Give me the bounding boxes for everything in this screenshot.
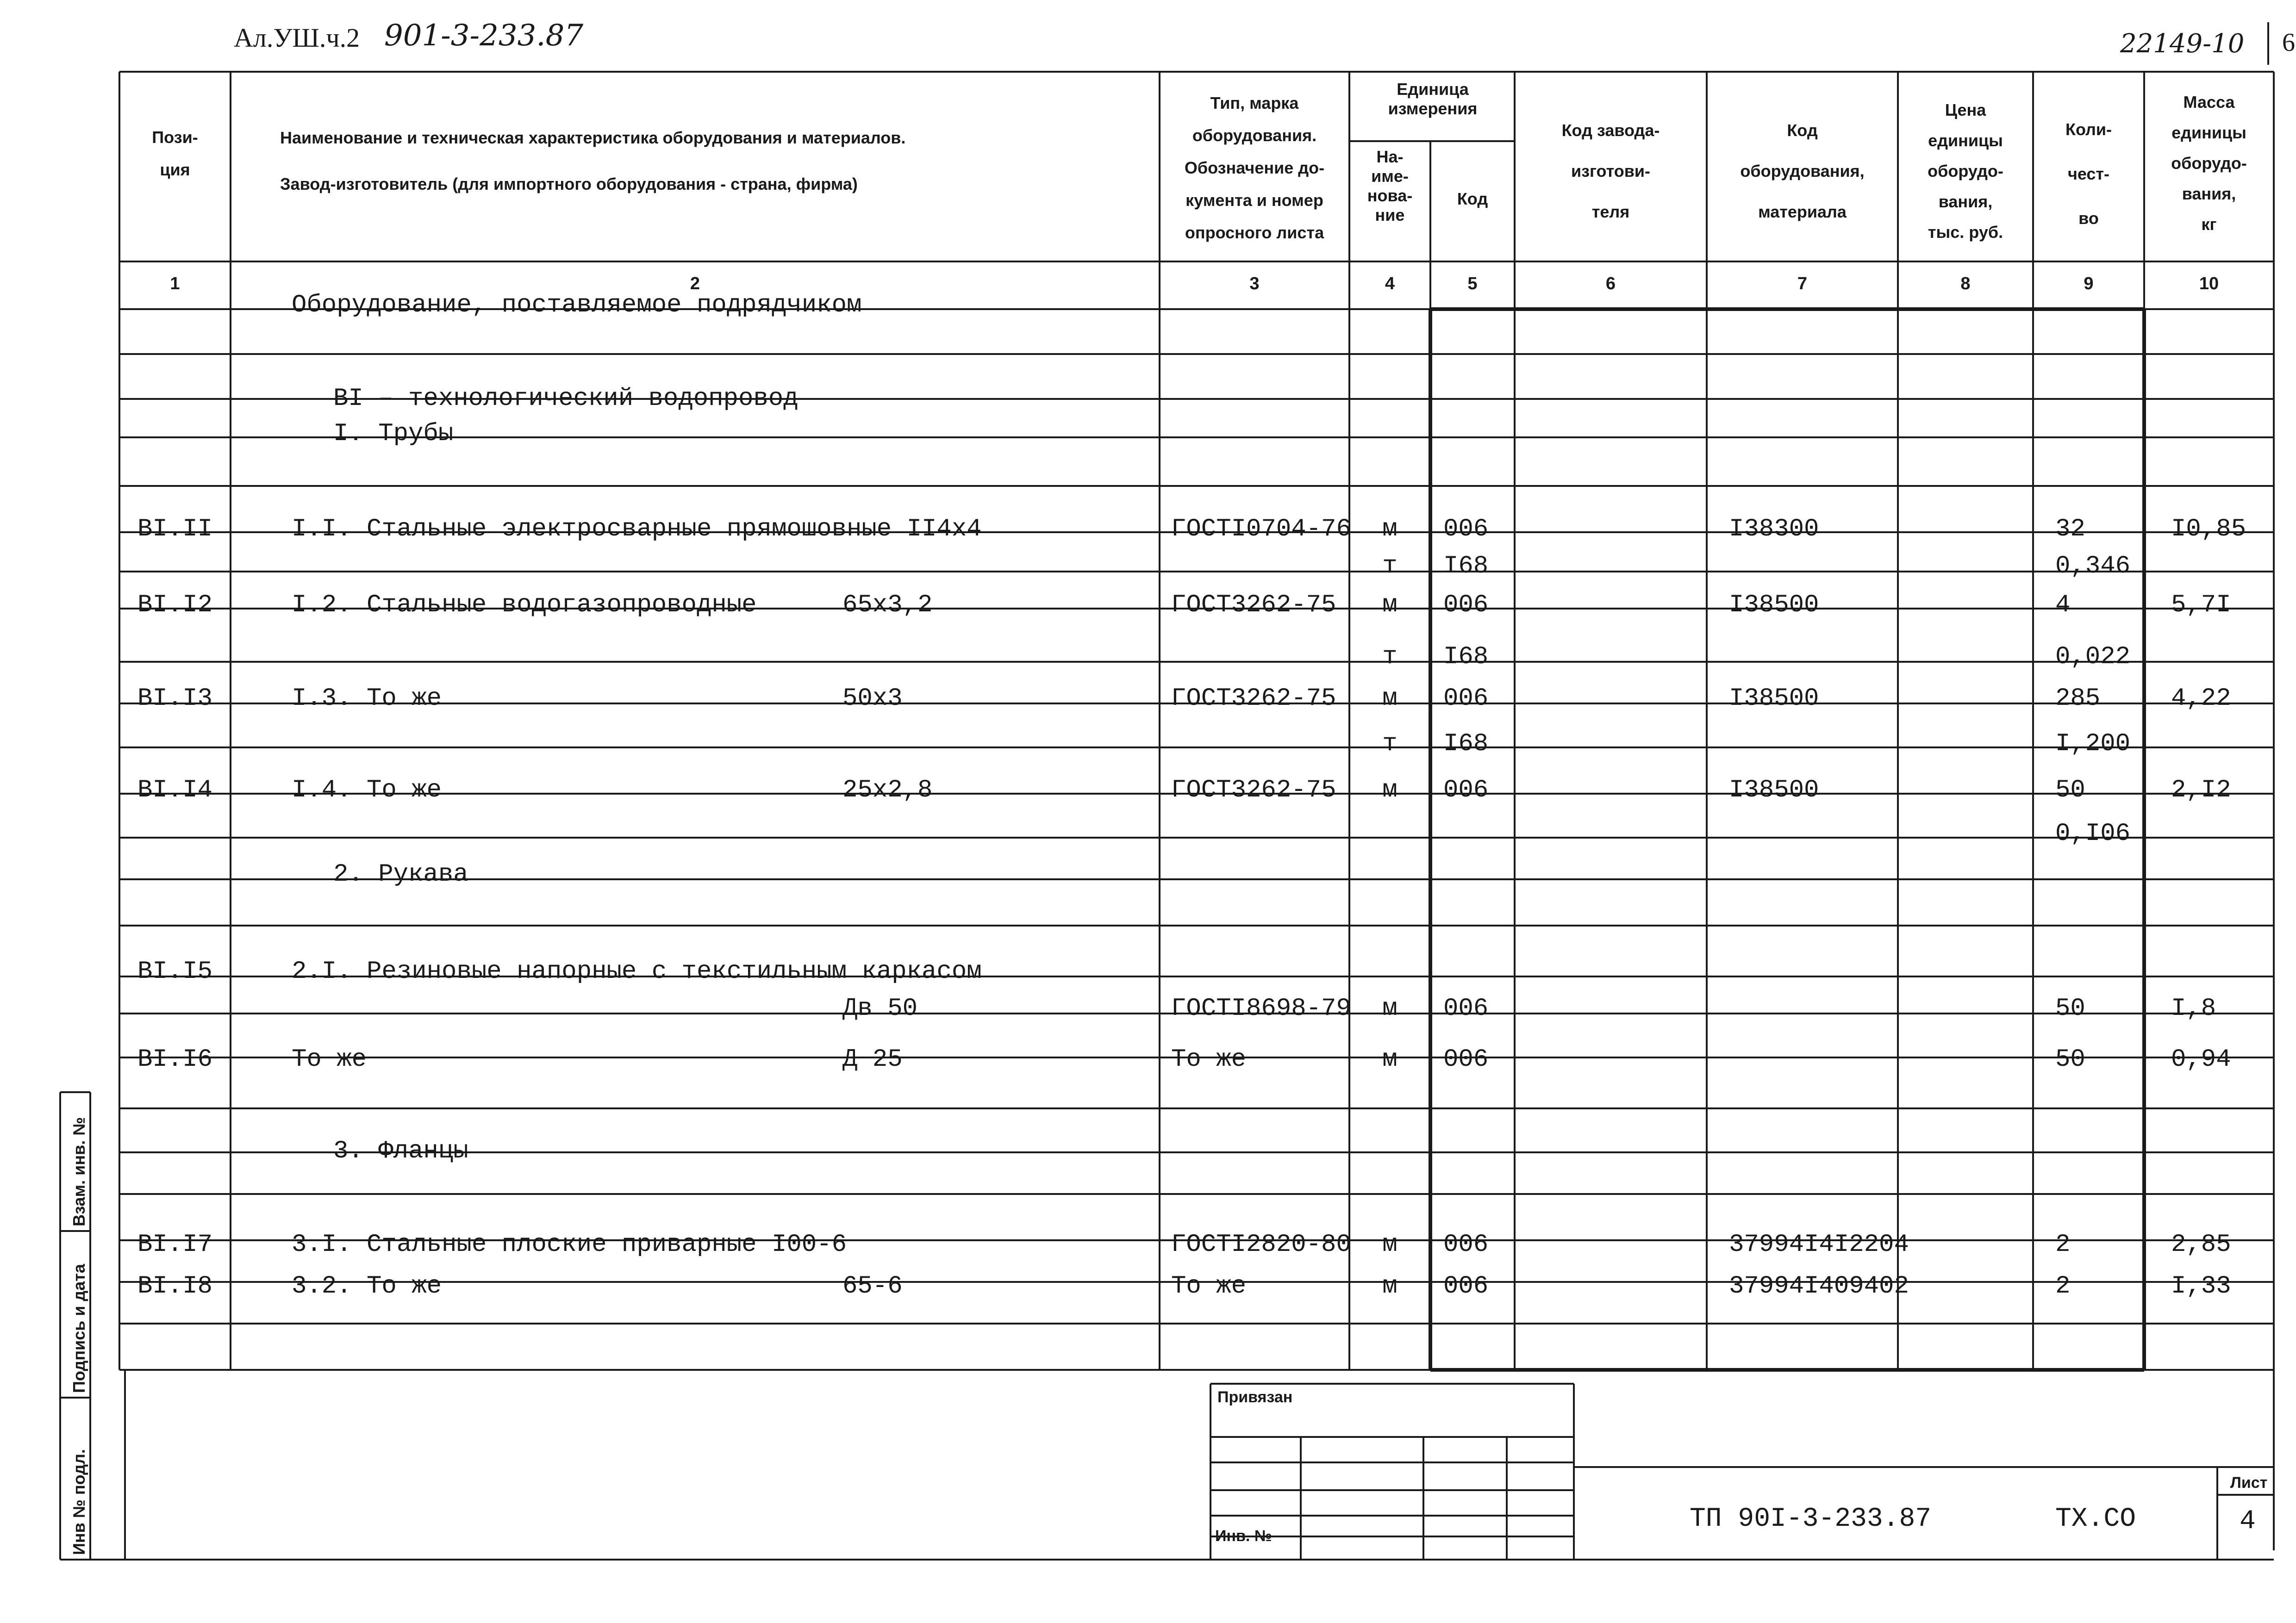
cell-name-size: 65-6 [842,1272,903,1300]
header-factory: Код завода- изготови- теля [1561,121,1660,221]
cell-pos: ВI.I4 [137,776,213,804]
cell-type: ГОСТ3262-75 [1171,776,1336,804]
cell-pos: ВI.I6 [137,1045,213,1074]
colnum-8: 8 [1960,274,1971,293]
cell-code: I68 [1443,730,1489,758]
stamp-section: ТХ.СО [2055,1504,2136,1534]
stamp-sheet-label: Лист [2230,1474,2268,1492]
cell-code: 006 [1443,1272,1489,1300]
cell-unit: м [1382,515,1398,543]
cell-name: I.I. Стальные электросварные прямошовные II4х4 [292,515,982,543]
cell-mass: 0,94 [2171,1045,2231,1074]
colnum-4: 4 [1385,274,1395,293]
cell-unit: м [1382,995,1398,1023]
cell-name: Оборудование, поставляемое подрядчиком [292,291,862,319]
cell-unit: м [1382,591,1398,619]
colnum-1: 1 [170,274,180,293]
header-price: Цена единицы оборудо- вания, тыс. руб. [1928,100,2003,242]
cell-code: 006 [1443,684,1489,713]
cell-unit: т [1382,643,1398,671]
cell-name: ВI – технологический водопровод [333,385,799,413]
cell-pos: ВI.I2 [137,591,213,619]
cell-unit: т [1382,552,1398,580]
cell-unit: м [1382,1272,1398,1300]
cell-equip: 37994I4I2204 [1729,1231,1909,1259]
cell-name: I.2. Стальные водогазопроводные [292,591,757,619]
side-label-original-inv: Инв № подл. [69,1449,88,1555]
cell-name: 3. Фланцы [333,1137,468,1165]
header-unit-name: На- име- нова- ние [1367,147,1413,224]
edge-digit: 6 [2282,28,2295,57]
cell-pos: ВI.I5 [137,958,213,986]
cell-mass: 4,22 [2171,684,2231,713]
cell-mass: 2,I2 [2171,776,2231,804]
cell-qty: 2 [2055,1231,2071,1259]
cell-code: 006 [1443,515,1489,543]
cell-code: 006 [1443,776,1489,804]
cell-pos: ВI.I7 [137,1231,213,1259]
cell-qty: 285 [2055,684,2101,713]
header-mass: Масса единицы оборудо- вания, кг [2171,93,2247,234]
cell-qty: 50 [2055,776,2085,804]
cell-type: То же [1171,1272,1247,1300]
header-unit-code: Код [1457,189,1488,208]
stamp-sheet-number: 4 [2240,1506,2256,1536]
cell-equip: I38500 [1729,591,1819,619]
cell-code: 006 [1443,1231,1489,1259]
project-number-handwritten: 901-3-233.87 [384,19,584,53]
cell-name: 2.I. Резиновые напорные с текстильным каркасом [292,958,982,986]
cell-name: I.3. То же [292,684,442,713]
cell-name: 2. Рукава [333,860,468,889]
colnum-6: 6 [1605,274,1616,293]
colnum-2: 2 [690,274,700,293]
cell-type: ГОСТI0704-76 [1171,515,1351,543]
cell-name-size: 65х3,2 [842,591,933,619]
cell-mass: I0,85 [2171,515,2246,543]
colnum-9: 9 [2084,274,2094,293]
colnum-7: 7 [1797,274,1808,293]
header-name: Наименование и техническая характеристика оборудования и материалов. Завод-изготовитель (для импортного оборудования - страна, фирма) [280,128,906,193]
side-label-replace-inv: Взам. инв. № [69,1117,88,1226]
cell-equip: I38500 [1729,684,1819,713]
cell-qty: 0,I06 [2055,820,2131,848]
cell-mass: I,8 [2171,995,2216,1023]
cell-unit: т [1382,730,1398,758]
cell-name: I. Трубы [333,420,454,448]
cell-qty: 0,346 [2055,552,2131,580]
cell-qty: 2 [2055,1272,2071,1300]
cell-equip: 37994I409402 [1729,1272,1909,1300]
cell-code: 006 [1443,591,1489,619]
header-type: Тип, марка оборудования. Обозначение до- кумента и номер опросного листа [1184,93,1325,242]
cell-equip: I38300 [1729,515,1819,543]
cell-mass: I,33 [2171,1272,2231,1300]
side-label-signature-date: Подпись и дата [69,1264,88,1393]
cell-name-size: Дв 50 [842,995,918,1023]
cell-pos: ВI.I8 [137,1272,213,1300]
cell-code: 006 [1443,995,1489,1023]
cell-qty: 32 [2055,515,2085,543]
cell-name: 3.2. То же [292,1272,442,1300]
colnum-3: 3 [1249,274,1260,293]
cell-code: I68 [1443,643,1489,671]
cell-type: ГОСТI8698-79 [1171,995,1351,1023]
doc-number-handwritten: 22149-10 [2120,29,2245,59]
stamp-doc-code: ТП 90I-3-233.87 [1690,1504,1932,1534]
stamp-attached: Привязан [1217,1388,1293,1406]
cell-type: ГОСТ3262-75 [1171,591,1336,619]
cell-mass: 2,85 [2171,1231,2231,1259]
colnum-10: 10 [2199,274,2219,293]
cell-pos: ВI.I3 [137,684,213,713]
cell-unit: м [1382,1045,1398,1074]
header-pos: Пози- ция [152,128,198,179]
cell-mass: 5,7I [2171,591,2231,619]
colnum-5: 5 [1467,274,1478,293]
cell-qty: 4 [2055,591,2071,619]
cell-code: I68 [1443,552,1489,580]
cell-name: 3.I. Стальные плоские приварные I00-6 [292,1231,847,1259]
album-label: Ал.УШ.ч.2 [234,23,360,53]
header-unit: Единица измерения [1388,80,1478,118]
cell-qty: I,200 [2055,730,2131,758]
cell-unit: м [1382,776,1398,804]
cell-qty: 50 [2055,995,2085,1023]
header-qty: Коли- чест- во [2065,120,2112,228]
cell-type: ГОСТ3262-75 [1171,684,1336,713]
cell-name-size: 25х2,8 [842,776,933,804]
cell-code: 006 [1443,1045,1489,1074]
cell-qty: 50 [2055,1045,2085,1074]
cell-name-size: 50х3 [842,684,903,713]
cell-name: I.4. То же [292,776,442,804]
cell-qty: 0,022 [2055,643,2131,671]
cell-name: То же [292,1045,367,1074]
cell-unit: м [1382,684,1398,713]
cell-type: ГОСТI2820-80 [1171,1231,1351,1259]
stamp-inv: Инв. № [1215,1527,1272,1545]
cell-equip: I38500 [1729,776,1819,804]
cell-pos: ВI.II [137,515,213,543]
cell-name-size: Д 25 [842,1045,903,1074]
cell-type: То же [1171,1045,1247,1074]
cell-unit: м [1382,1231,1398,1259]
header-equip-code: Код оборудования, материала [1740,121,1865,221]
